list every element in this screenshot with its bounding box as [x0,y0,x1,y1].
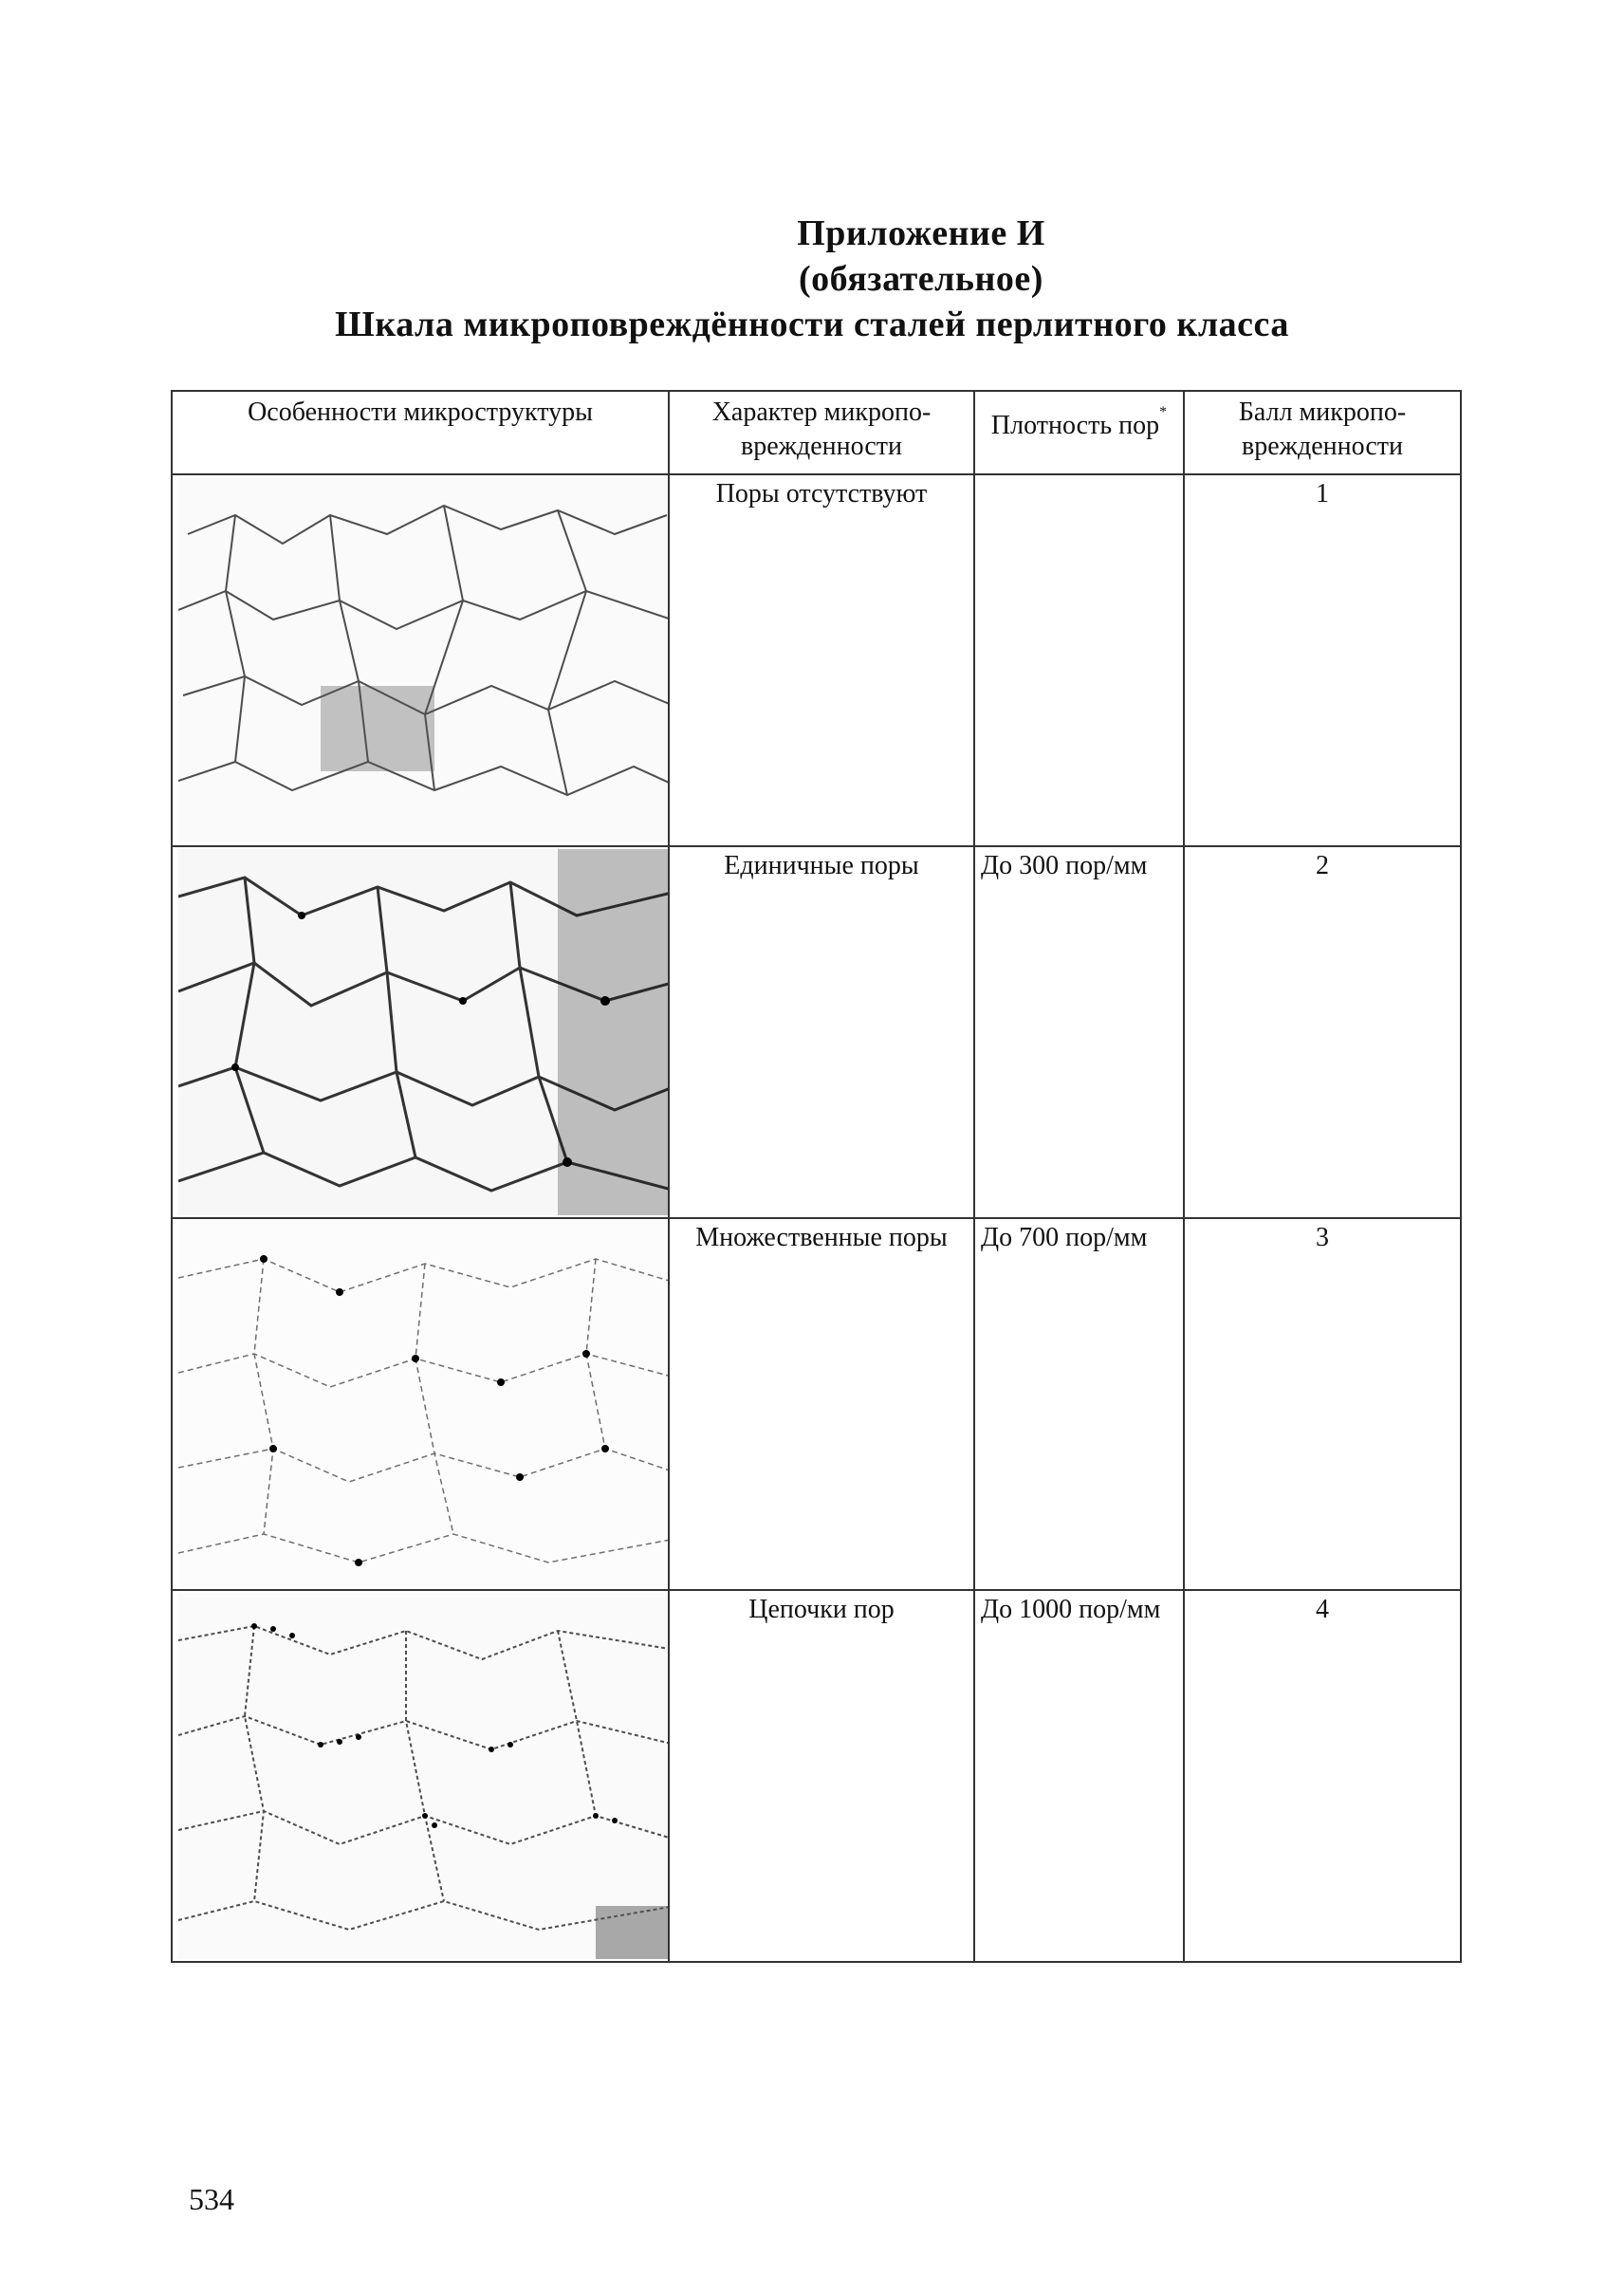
micrograph-cell [172,474,669,846]
micrograph-image [178,477,669,843]
damage-character: Единичные поры [669,846,974,1218]
micrograph-image [178,1221,669,1587]
appendix-heading: Приложение И [797,213,1045,253]
micrograph-cell [172,1590,669,1962]
page-number: 534 [189,2182,234,2216]
pore-density: До 700 пор/мм [974,1218,1184,1590]
damage-character: Цепочки пор [669,1590,974,1962]
micrograph-cell [172,1218,669,1590]
table-row [172,846,1461,1218]
damage-grade: 3 [1184,1218,1461,1590]
pore-density: До 300 пор/мм [974,846,1184,1218]
pore-density: До 1000 пор/мм [974,1590,1184,1962]
table-row [172,1590,1461,1962]
damage-character: Множественные поры [669,1218,974,1590]
table-row [172,474,1461,846]
micrograph-image [178,1593,669,1959]
pore-density [974,474,1184,846]
micrograph-image [178,849,669,1215]
micrograph-cell [172,846,669,1218]
table-header-row [172,391,1461,474]
header-density [974,391,1184,474]
appendix-title-block [0,211,1624,347]
header-character: Характер микропо-врежденности [669,391,974,474]
damage-character: Поры отсутствуют [669,474,974,846]
damage-grade: 2 [1184,846,1461,1218]
damage-grade: 4 [1184,1590,1461,1962]
header-density-label: Плотность пор [990,411,1160,440]
appendix-status: (обязательное) [799,259,1043,299]
header-grade: Балл микропо-врежденности [1184,391,1461,474]
damage-grade: 1 [1184,474,1461,846]
density-footnote-mark: * [1159,404,1168,420]
appendix-subtitle: Шкала микроповреждённости сталей перлитного класса [335,305,1289,344]
table-row [172,1218,1461,1590]
microdamage-scale-table [171,390,1462,1963]
header-features: Особенности микроструктуры [172,391,669,474]
